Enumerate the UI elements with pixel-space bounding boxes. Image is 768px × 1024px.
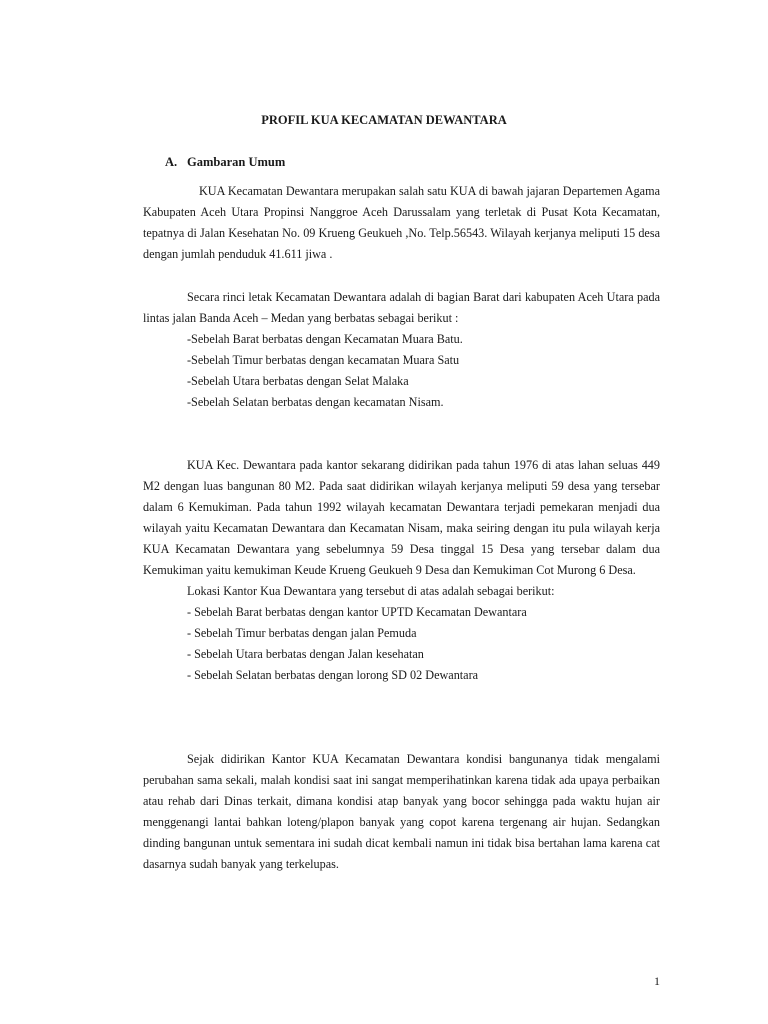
paragraph-block-2 [143,287,660,413]
list-item: -Sebelah Utara berbatas dengan Selat Malaka [187,374,409,388]
paragraph-block-3 [143,455,660,686]
paragraph: KUA Kecamatan Dewantara merupakan salah satu KUA di bawah jajaran Departemen Agama Kabupaten Aceh Utara Propinsi Nanggroe Aceh Darussalam yang terletak di Pusat Kota Kecamatan, tepatnya di Jalan Kesehatan No. 09 Krueng Geukueh ,No. Telp.56543. Wilayah kerjanya meliputi 15 desa dengan jumlah penduduk 41.611 jiwa . [143,184,660,261]
paragraph: Sejak didirikan Kantor KUA Kecamatan Dewantara kondisi bangunanya tidak mengalami perubahan sama sekali, malah kondisi saat ini sangat memperihatinkan karena tidak ada upaya perbaikan atau rehab dari Dinas terkait, dimana kondisi atap banyak yang bocor sehingga pada waktu hujan air menggenangi lantai bahkan loteng/plapon banyak yang copot karena tergenang air hujan. Sedangkan dinding bangunan untuk sementara ini sudah dicat kembali namun ini tidak bisa bertahan lama karena cat dasarnya sudah banyak yang terkelupas. [143,752,660,871]
list-item: -Sebelah Timur berbatas dengan kecamatan Muara Satu [187,353,460,367]
list-item: -Sebelah Barat berbatas dengan Kecamatan Muara Batu. [187,332,463,346]
list-item: - Sebelah Timur berbatas dengan jalan Pemuda [187,626,417,640]
paragraph-block-4 [143,749,660,875]
section-number: A. [165,155,178,169]
section-heading-text: Gambaran Umum [187,155,286,169]
list-item: - Sebelah Barat berbatas dengan kantor UPTD Kecamatan Dewantara [187,605,527,619]
paragraph-block-1 [143,181,660,265]
paragraph: Lokasi Kantor Kua Dewantara yang tersebut di atas adalah sebagai berikut: [187,584,555,598]
list-item: - Sebelah Utara berbatas dengan Jalan kesehatan [187,647,424,661]
list-item: - Sebelah Selatan berbatas dengan lorong SD 02 Dewantara [187,668,479,682]
section-heading [165,155,285,170]
paragraph: KUA Kec. Dewantara pada kantor sekarang didirikan pada tahun 1976 di atas lahan seluas 449 M2 dengan luas bangunan 80 M2. Pada saat didirikan wilayah kerjanya meliputi 59 desa yang tersebar dalam 6 Kemukiman. Pada tahun 1992 wilayah kecamatan Dewantara terjadi pemekaran menjadi dua wilayah yaitu Kecamatan Dewantara dan Kecamatan Nisam, maka seiring dengan itu pula wilayah kerja KUA Kecamatan Dewantara yang sebelumnya 59 Desa tinggal 15 Desa yang tersebar dalam dua Kemukiman yaitu kemukiman Keude Krueng Geukueh 9 Desa dan Kemukiman Cot Murong 6 Desa. [143,458,660,577]
page-number: 1 [654,974,660,988]
paragraph: Secara rinci letak Kecamatan Dewantara adalah di bagian Barat dari kabupaten Aceh Utara pada lintas jalan Banda Aceh – Medan yang berbatas sebagai berikut : [143,290,660,325]
list-item: -Sebelah Selatan berbatas dengan kecamatan Nisam. [187,395,444,409]
document-title: PROFIL KUA KECAMATAN DEWANTARA [261,113,507,127]
